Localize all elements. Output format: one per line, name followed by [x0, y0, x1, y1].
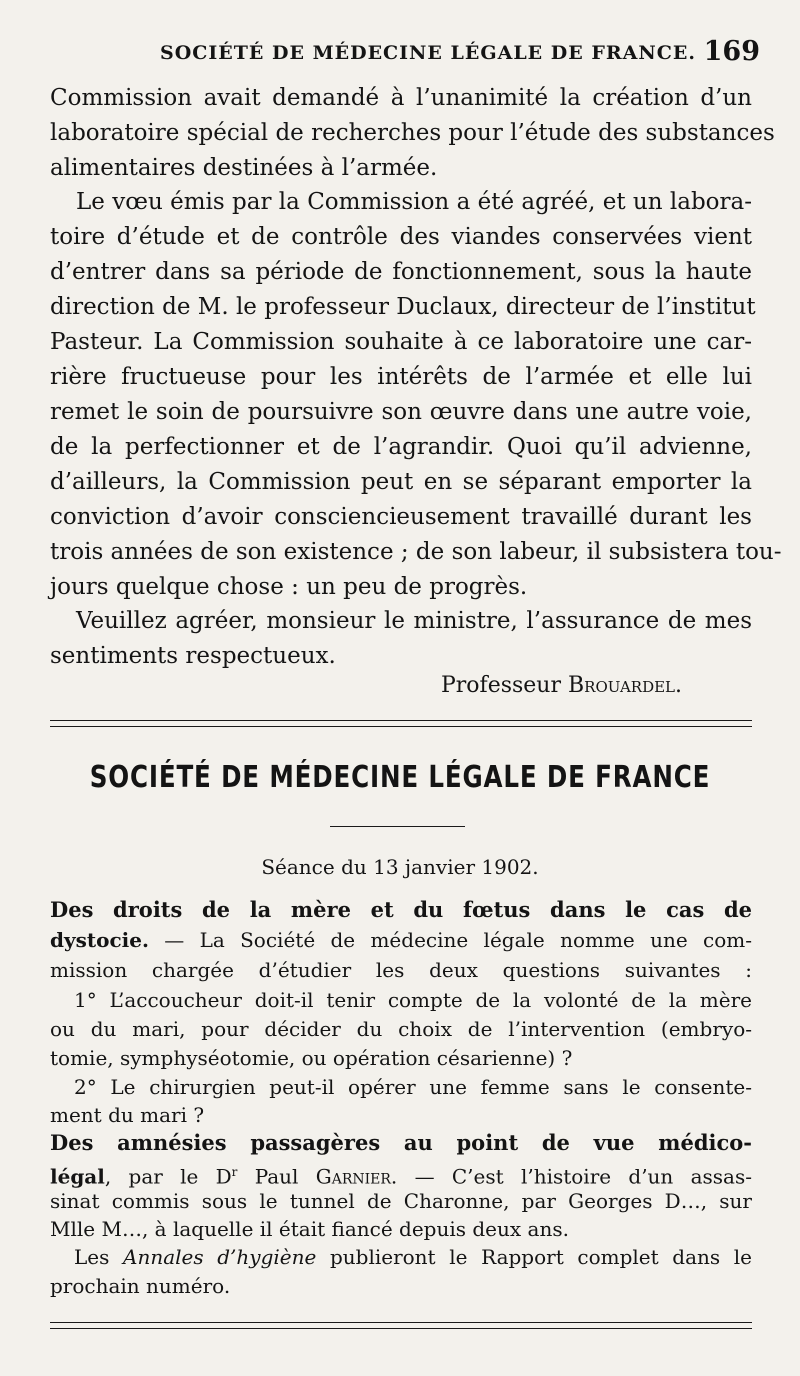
text-line: dystocie. — La Société de médecine légale nomme une com- — [50, 928, 752, 952]
text-line: Mlle M…, à laquelle il était fiancé depuis deux ans. — [50, 1217, 569, 1241]
text-line: ment du mari ? — [50, 1103, 205, 1127]
running-title: SOCIÉTÉ DE MÉDECINE LÉGALE DE FRANCE. — [160, 42, 696, 64]
text-line: direction de M. le professeur Duclaux, directeur de l’institut — [50, 294, 756, 320]
text-line: Veuillez agréer, monsieur le ministre, l’assurance de mes — [76, 608, 752, 634]
text-line: conviction d’avoir consciencieusement travaillé durant les — [50, 504, 752, 530]
title-rule — [330, 826, 465, 827]
divider-rule — [50, 720, 752, 721]
divider-rule — [50, 1322, 752, 1323]
text-line: de la perfectionner et de l’agrandir. Quoi qu’il advienne, — [50, 434, 752, 460]
text-line: laboratoire spécial de recherches pour l’étude des substances — [50, 120, 775, 146]
text-line: toire d’étude et de contrôle des viandes conservées vient — [50, 224, 752, 250]
item-heading: Des droits de la mère et du fœtus dans le cas de — [50, 897, 752, 922]
text-line: 2° Le chirurgien peut-il opérer une femme sans le consente- — [74, 1075, 752, 1099]
session-date: Séance du 13 janvier 1902. — [261, 855, 539, 879]
text-line: ou du mari, pour décider du choix de l’intervention (embryo- — [50, 1017, 752, 1041]
text-line: trois années de son existence ; de son labeur, il subsistera tou- — [50, 539, 782, 565]
text-line: mission chargée d’étudier les deux questions suivantes : — [50, 958, 752, 982]
running-header — [50, 34, 760, 74]
text-line: prochain numéro. — [50, 1274, 231, 1298]
text-line: Les Annales d’hygiène publieront le Rapport complet dans le — [74, 1245, 752, 1269]
text-line: d’ailleurs, la Commission peut en se séparant emporter la — [50, 469, 752, 495]
text-line: remet le soin de poursuivre son œuvre dans une autre voie, — [50, 399, 752, 425]
item-heading: Des amnésies passagères au point de vue médico- — [50, 1130, 752, 1155]
text-line: rière fructueuse pour les intérêts de l’armée et elle lui — [50, 364, 752, 390]
signature-name: Brouardel. — [568, 673, 682, 698]
text-line: d’entrer dans sa période de fonctionnement, sous la haute — [50, 259, 752, 285]
text-line: Le vœu émis par la Commission a été agréé, et un labora- — [76, 189, 752, 215]
signature — [50, 668, 682, 704]
page-number: 169 — [703, 36, 760, 67]
divider-rule — [50, 726, 752, 727]
text-line: jours quelque chose : un peu de progrès. — [50, 574, 528, 600]
text-line: alimentaires destinées à l’armée. — [50, 155, 438, 181]
text-line: légal, par le $D^r$ Paul Garnier. — C’est l’histoire d’un assas- — [50, 1164, 752, 1189]
signature-prefix: Professeur — [440, 673, 568, 698]
text-line: tomie, symphyséotomie, ou opération césarienne) ? — [50, 1046, 573, 1070]
divider-rule — [50, 1328, 752, 1329]
text-line: 1° L’accoucheur doit-il tenir compte de la volonté de la mère — [74, 988, 752, 1012]
text-line: Commission avait demandé à l’unanimité la création d’un — [50, 85, 752, 111]
text-line: sentiments respectueux. — [50, 643, 336, 669]
section-title: SOCIÉTÉ DE MÉDECINE LÉGALE DE FRANCE — [89, 760, 711, 795]
text-line: Pasteur. La Commission souhaite à ce laboratoire une car- — [50, 329, 752, 355]
text-line: sinat commis sous le tunnel de Charonne, par Georges D…, sur — [50, 1189, 752, 1213]
